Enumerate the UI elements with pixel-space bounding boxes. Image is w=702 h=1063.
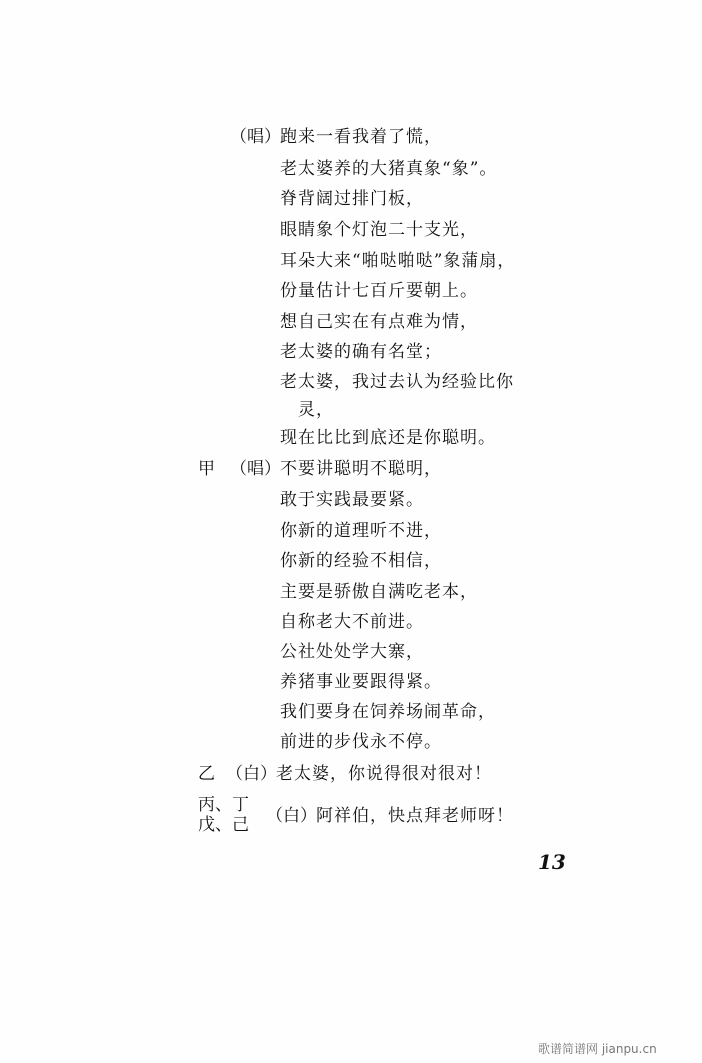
block2-tag: （唱）	[230, 459, 281, 479]
block2-line-10: 前进的步伐永不停。	[280, 732, 442, 752]
block2-line-2: 敢于实践最要紧。	[280, 490, 424, 510]
block4-speakers-bottom: 戊、己	[198, 815, 249, 835]
block3-line: 老太婆，你说得很对很对！	[276, 764, 492, 784]
watermark-text: 歌谱简谱网 jianpu.cn	[538, 1042, 657, 1056]
block2-line-7: 公社处处学大寨，	[280, 642, 424, 662]
block1-line-9: 老太婆，我过去认为经验比你	[280, 372, 514, 392]
block1-line-7: 想自己实在有点难为情，	[280, 312, 478, 332]
block2-line-8: 养猪事业要跟得紧。	[280, 672, 442, 692]
block2-line-9: 我们要身在饲养场闹革命，	[280, 702, 496, 722]
block2-line-6: 自称老大不前进。	[280, 612, 424, 632]
block1-line-6: 份量估计七百斤要朝上。	[280, 281, 478, 301]
block1-line-5: 耳朵大来“啪哒啪哒”象蒲扇，	[280, 251, 516, 271]
block2-line-3: 你新的道理听不进，	[280, 521, 442, 541]
block1-line-10: 灵，	[298, 400, 334, 420]
block1-line-4: 眼睛象个灯泡二十支光，	[280, 220, 478, 240]
block2-line-4: 你新的经验不相信，	[280, 551, 442, 571]
block2-speaker: 甲	[198, 459, 215, 479]
block1-line-1: 跑来一看我着了慌，	[280, 127, 442, 147]
block1-line-3: 脊背阔过排门板，	[280, 189, 424, 209]
block1-tag: （唱）	[230, 127, 281, 147]
block1-line-2: 老太婆养的大猪真象“象”。	[280, 159, 498, 179]
block3-tag: （白）	[226, 764, 277, 784]
block2-line-5: 主要是骄傲自满吃老本，	[280, 582, 478, 602]
block4-speakers-top: 丙、丁	[198, 795, 249, 815]
page-number: 13	[538, 850, 566, 874]
block1-line-8: 老太婆的确有名堂；	[280, 342, 442, 362]
block4-line: 阿祥伯，快点拜老师呀！	[316, 806, 514, 826]
block1-line-11: 现在比比到底还是你聪明。	[280, 428, 496, 448]
block3-speaker: 乙	[198, 764, 215, 784]
block2-line-1: 不要讲聪明不聪明，	[280, 459, 442, 479]
block4-tag: （白）	[266, 806, 317, 826]
